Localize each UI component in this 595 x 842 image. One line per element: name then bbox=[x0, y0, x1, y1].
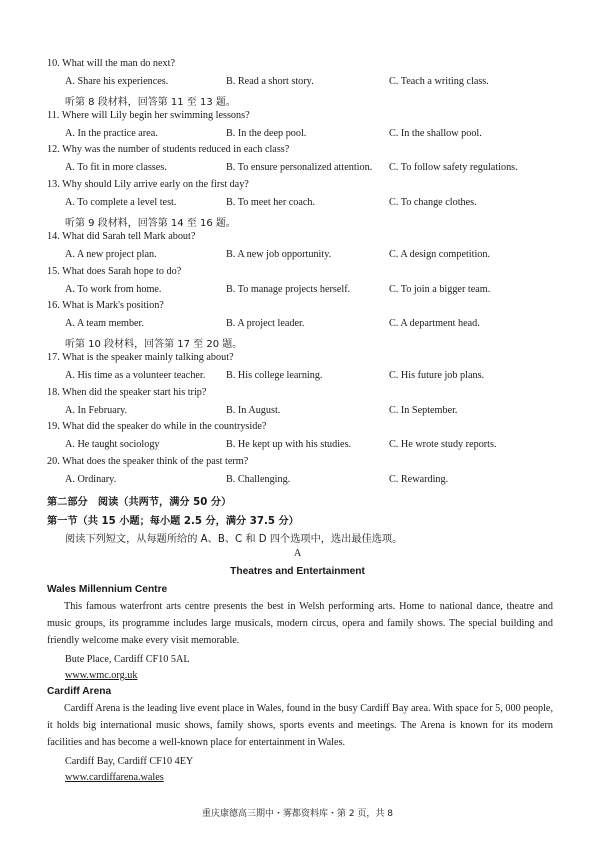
venue-2-description bbox=[47, 700, 553, 752]
question-number: 17. bbox=[47, 352, 60, 363]
option-b: B. He kept up with his studies. bbox=[226, 439, 352, 450]
option-a: A. A new project plan. bbox=[65, 249, 157, 260]
question-text: What did the speaker do while in the countryside? bbox=[62, 421, 267, 432]
option-b: B. To ensure personalized attention. bbox=[226, 162, 373, 173]
question-text: What does the speaker think of the past term? bbox=[62, 456, 249, 467]
option-b: B. In August. bbox=[226, 405, 281, 416]
option-b: B. To meet her coach. bbox=[226, 197, 316, 208]
question-19 bbox=[47, 421, 266, 432]
question-number: 11. bbox=[47, 110, 60, 121]
venue-2-name: Cardiff Arena bbox=[47, 686, 112, 697]
question-number: 13. bbox=[47, 179, 60, 190]
question-15 bbox=[47, 266, 181, 277]
option-c: C. A design competition. bbox=[389, 249, 491, 260]
question-number: 15. bbox=[47, 266, 60, 277]
option-c: C. His future job plans. bbox=[389, 370, 485, 381]
question-13 bbox=[47, 179, 249, 190]
listening-instruction: 听第 10 段材料，回答第 17 至 20 题。 bbox=[65, 339, 243, 350]
page-footer: 重庆康德高三期中・雾都资料库・第 2 页，共 8 bbox=[201, 809, 394, 819]
question-12 bbox=[47, 144, 289, 155]
venue-2-website-link[interactable]: www.cardiffarena.wales bbox=[65, 772, 164, 783]
venue-1-name: Wales Millennium Centre bbox=[47, 584, 168, 595]
question-text: When did the speaker start his trip? bbox=[62, 387, 207, 398]
question-20 bbox=[47, 456, 248, 467]
option-b: B. A project leader. bbox=[226, 318, 305, 329]
option-a: A. His time as a volunteer teacher. bbox=[65, 370, 206, 381]
venue-1-website-link[interactable]: www.wmc.org.uk bbox=[65, 670, 138, 681]
question-number: 10. bbox=[47, 58, 60, 69]
venue-2-description-text: Cardiff Arena is the leading live event place in Wales, found in the busy Cardiff Bay area. With space for 5, 000 people, it holds big international music shows, family shows, sports events and meetings. The Arena is known for its modern facilities and has become a well-known place for entertainment in Wales. bbox=[47, 703, 553, 749]
venue-1-description-text: This famous waterfront arts centre presents the best in Welsh performing arts. Home to national dance, theatre and music groups, its programme includes large musicals, modern circus, opera and family shows. The special building and friendly welcome make every visit memorable. bbox=[47, 601, 553, 647]
option-a: A. To complete a level test. bbox=[65, 197, 177, 208]
question-16 bbox=[47, 300, 164, 311]
option-b: B. To manage projects herself. bbox=[226, 284, 351, 295]
question-text: Where will Lily begin her swimming lessons? bbox=[61, 110, 250, 121]
option-a: A. Ordinary. bbox=[65, 474, 117, 485]
question-text: What is Mark's position? bbox=[62, 300, 164, 311]
question-text: What did Sarah tell Mark about? bbox=[62, 231, 196, 242]
option-a: A. A team member. bbox=[65, 318, 144, 329]
question-text: What will the man do next? bbox=[62, 58, 175, 69]
option-a: A. He taught sociology bbox=[65, 439, 160, 450]
option-a: A. In February. bbox=[65, 405, 128, 416]
question-text: What does Sarah hope to do? bbox=[62, 266, 182, 277]
listening-instruction: 听第 8 段材料，回答第 11 至 13 题。 bbox=[65, 97, 236, 108]
option-b: B. Challenging. bbox=[226, 474, 291, 485]
option-a: A. To fit in more classes. bbox=[65, 162, 167, 173]
question-text: Why was the number of students reduced in each class? bbox=[62, 144, 290, 155]
option-b: B. Read a short story. bbox=[226, 76, 314, 87]
question-14 bbox=[47, 231, 195, 242]
option-b: B. In the deep pool. bbox=[226, 128, 307, 139]
question-text: Why should Lily arrive early on the first day? bbox=[62, 179, 249, 190]
section1-title: 第一节（共 15 小题；每小题 2.5 分，满分 37.5 分） bbox=[47, 516, 299, 527]
option-c: C. To change clothes. bbox=[389, 197, 477, 208]
option-a: A. To work from home. bbox=[65, 284, 162, 295]
question-number: 20. bbox=[47, 456, 60, 467]
option-c: C. Teach a writing class. bbox=[389, 76, 489, 87]
question-text: What is the speaker mainly talking about? bbox=[62, 352, 234, 363]
question-18 bbox=[47, 387, 206, 398]
venue-1-address: Bute Place, Cardiff CF10 5AL bbox=[65, 654, 190, 665]
option-c: C. A department head. bbox=[389, 318, 480, 329]
question-number: 18. bbox=[47, 387, 60, 398]
option-c: C. He wrote study reports. bbox=[389, 439, 497, 450]
reading-instruction: 阅读下列短文，从每题所给的 A、B、C 和 D 四个选项中，选出最佳选项。 bbox=[65, 534, 403, 545]
option-a: A. Share his experiences. bbox=[65, 76, 169, 87]
option-c: C. Rewarding. bbox=[389, 474, 449, 485]
question-number: 19. bbox=[47, 421, 60, 432]
option-c: C. To join a bigger team. bbox=[389, 284, 491, 295]
option-b: B. His college learning. bbox=[226, 370, 323, 381]
question-number: 12. bbox=[47, 144, 60, 155]
listening-instruction: 听第 9 段材料，回答第 14 至 16 题。 bbox=[65, 218, 236, 229]
question-number: 14. bbox=[47, 231, 60, 242]
part2-title: 第二部分 阅读（共两节，满分 50 分） bbox=[47, 497, 232, 508]
option-c: C. In September. bbox=[389, 405, 458, 416]
passage-title: Theatres and Entertainment bbox=[230, 566, 365, 577]
option-c: C. To follow safety regulations. bbox=[389, 162, 518, 173]
venue-1-description bbox=[47, 598, 553, 650]
option-a: A. In the practice area. bbox=[65, 128, 158, 139]
venue-2-address: Cardiff Bay, Cardiff CF10 4EY bbox=[65, 756, 194, 767]
question-17 bbox=[47, 352, 234, 363]
question-number: 16. bbox=[47, 300, 60, 311]
passage-letter: A bbox=[293, 548, 302, 559]
option-b: B. A new job opportunity. bbox=[226, 249, 332, 260]
option-c: C. In the shallow pool. bbox=[389, 128, 482, 139]
question-11 bbox=[47, 110, 250, 121]
question-10 bbox=[47, 58, 175, 69]
